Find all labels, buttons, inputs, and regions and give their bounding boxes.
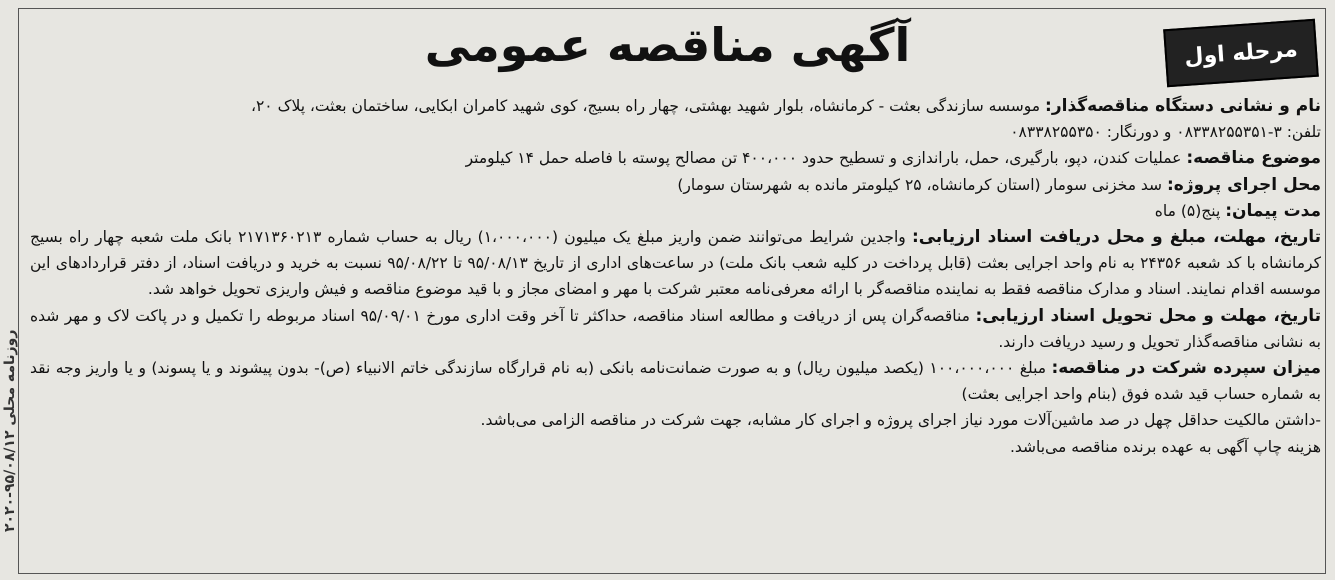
subject-text: عملیات کندن، دپو، بارگیری، حمل، باراندازی و تسطیح حدود ۴۰۰،۰۰۰ تن مصالح پوسته با فاصله حمل ۱۴ کیلومتر bbox=[465, 149, 1182, 168]
note-ad-cost: هزینه چاپ آگهی به عهده برنده مناقصه می‌باشد. bbox=[1009, 437, 1321, 456]
subject-section bbox=[30, 145, 1321, 171]
notice-title: آگهی مناقصه عمومی bbox=[424, 18, 911, 72]
deposit-label: میزان سپرده شرکت در مناقصه: bbox=[1051, 358, 1321, 379]
notice-body bbox=[30, 93, 1321, 460]
receive-docs-text: واجدین شرایط می‌توانند ضمن واریز مبلغ یک میلیون (۱،۰۰۰،۰۰۰) ریال به حساب شماره ۲۱۷۱۳۶۰۲۱۳ بانک ملت شعبه چهار راه بسیج کرمانشاه با کد شعبه ۲۴۳۵۶ به نام واحد اجرایی بعثت (قابل پرداخت در کلیه شعب بانک ملت) در ساعت‌های اداری از تاریخ ۹۵/۰۸/۱۳ تا ۹۵/۰۸/۲۲ نسبت به خرید و دریافت اسناد، از دفتر قراردادهای این موسسه اقدام نمایند. اسناد و مدارک مناقصه فقط به نماینده مناقصه‌گر با ارائه معرفی‌نامه معتبر شرکت با مهر و امضای مجاز و با قید موضوع مناقصه و فیش واریزی تحویل خواهد شد. bbox=[30, 228, 1321, 299]
org-phone: تلفن: ۳-۰۸۳۳۸۲۵۵۳۵۱ و دورنگار: ۰۸۳۳۸۲۵۵۳۵۰ bbox=[1010, 123, 1321, 142]
deposit-text: مبلغ ۱۰۰،۰۰۰،۰۰۰ (یکصد میلیون ریال) و به صورت ضمانت‌نامه بانکی (به نام قرارگاه سازندگی خاتم الانبیاء (ص)- بدون پیشوند و یا پسوند) و یا واریز وجه نقد به شماره حساب قید شده فوق (بنام واحد اجرایی بعثت) bbox=[30, 359, 1321, 404]
duration-text: پنج(۵) ماه bbox=[1154, 201, 1221, 220]
duration-label: مدت پیمان: bbox=[1225, 200, 1321, 221]
subject-label: موضوع مناقصه: bbox=[1186, 148, 1321, 169]
org-text: موسسه سازندگی بعثت - کرمانشاه، بلوار شهید بهشتی، چهار راه بسیج، کوی شهید کامران ابکایی، ساختمان بعثت، پلاک ۲۰، bbox=[250, 97, 1041, 115]
receive-docs-section bbox=[30, 224, 1321, 303]
deliver-docs-text: مناقصه‌گران پس از دریافت و مطالعه اسناد مناقصه، حداکثر تا آخر وقت اداری مورخ ۹۵/۰۹/۰۱ اسناد مربوطه را تکمیل و در پاکت لاک و مهر شده به نشانی مناقصه‌گذار تحویل و رسید دریافت دارند. bbox=[30, 306, 1321, 351]
location-text: سد مخزنی سومار (استان کرمانشاه، ۲۵ کیلومتر مانده به شهرستان سومار) bbox=[677, 175, 1163, 194]
location-section bbox=[30, 172, 1321, 198]
receive-docs-label: تاریخ، مهلت، مبلغ و محل دریافت اسناد ارزیابی: bbox=[911, 227, 1322, 248]
deliver-docs-label: تاریخ، مهلت و محل تحویل اسناد ارزیابی: bbox=[975, 305, 1321, 326]
deposit-section bbox=[30, 355, 1321, 407]
stage-badge: مرحله اول bbox=[1163, 19, 1319, 87]
side-newspaper-date: روزنامه محلی ۹۵/۰۸/۱۲-۲۰۲۰ bbox=[2, 330, 18, 533]
org-section bbox=[30, 93, 1321, 119]
note-ownership: -داشتن مالکیت حداقل چهل در صد ماشین‌آلات مورد نیاز اجرای پروژه و اجرای کار مشابه، جهت شرکت در مناقصه الزامی می‌باشد. bbox=[480, 411, 1321, 430]
org-label: نام و نشانی دستگاه مناقصه‌گذار: bbox=[1045, 96, 1321, 116]
duration-section bbox=[30, 198, 1321, 224]
deliver-docs-section bbox=[30, 303, 1321, 355]
location-label: محل اجرای پروژه: bbox=[1167, 174, 1321, 195]
